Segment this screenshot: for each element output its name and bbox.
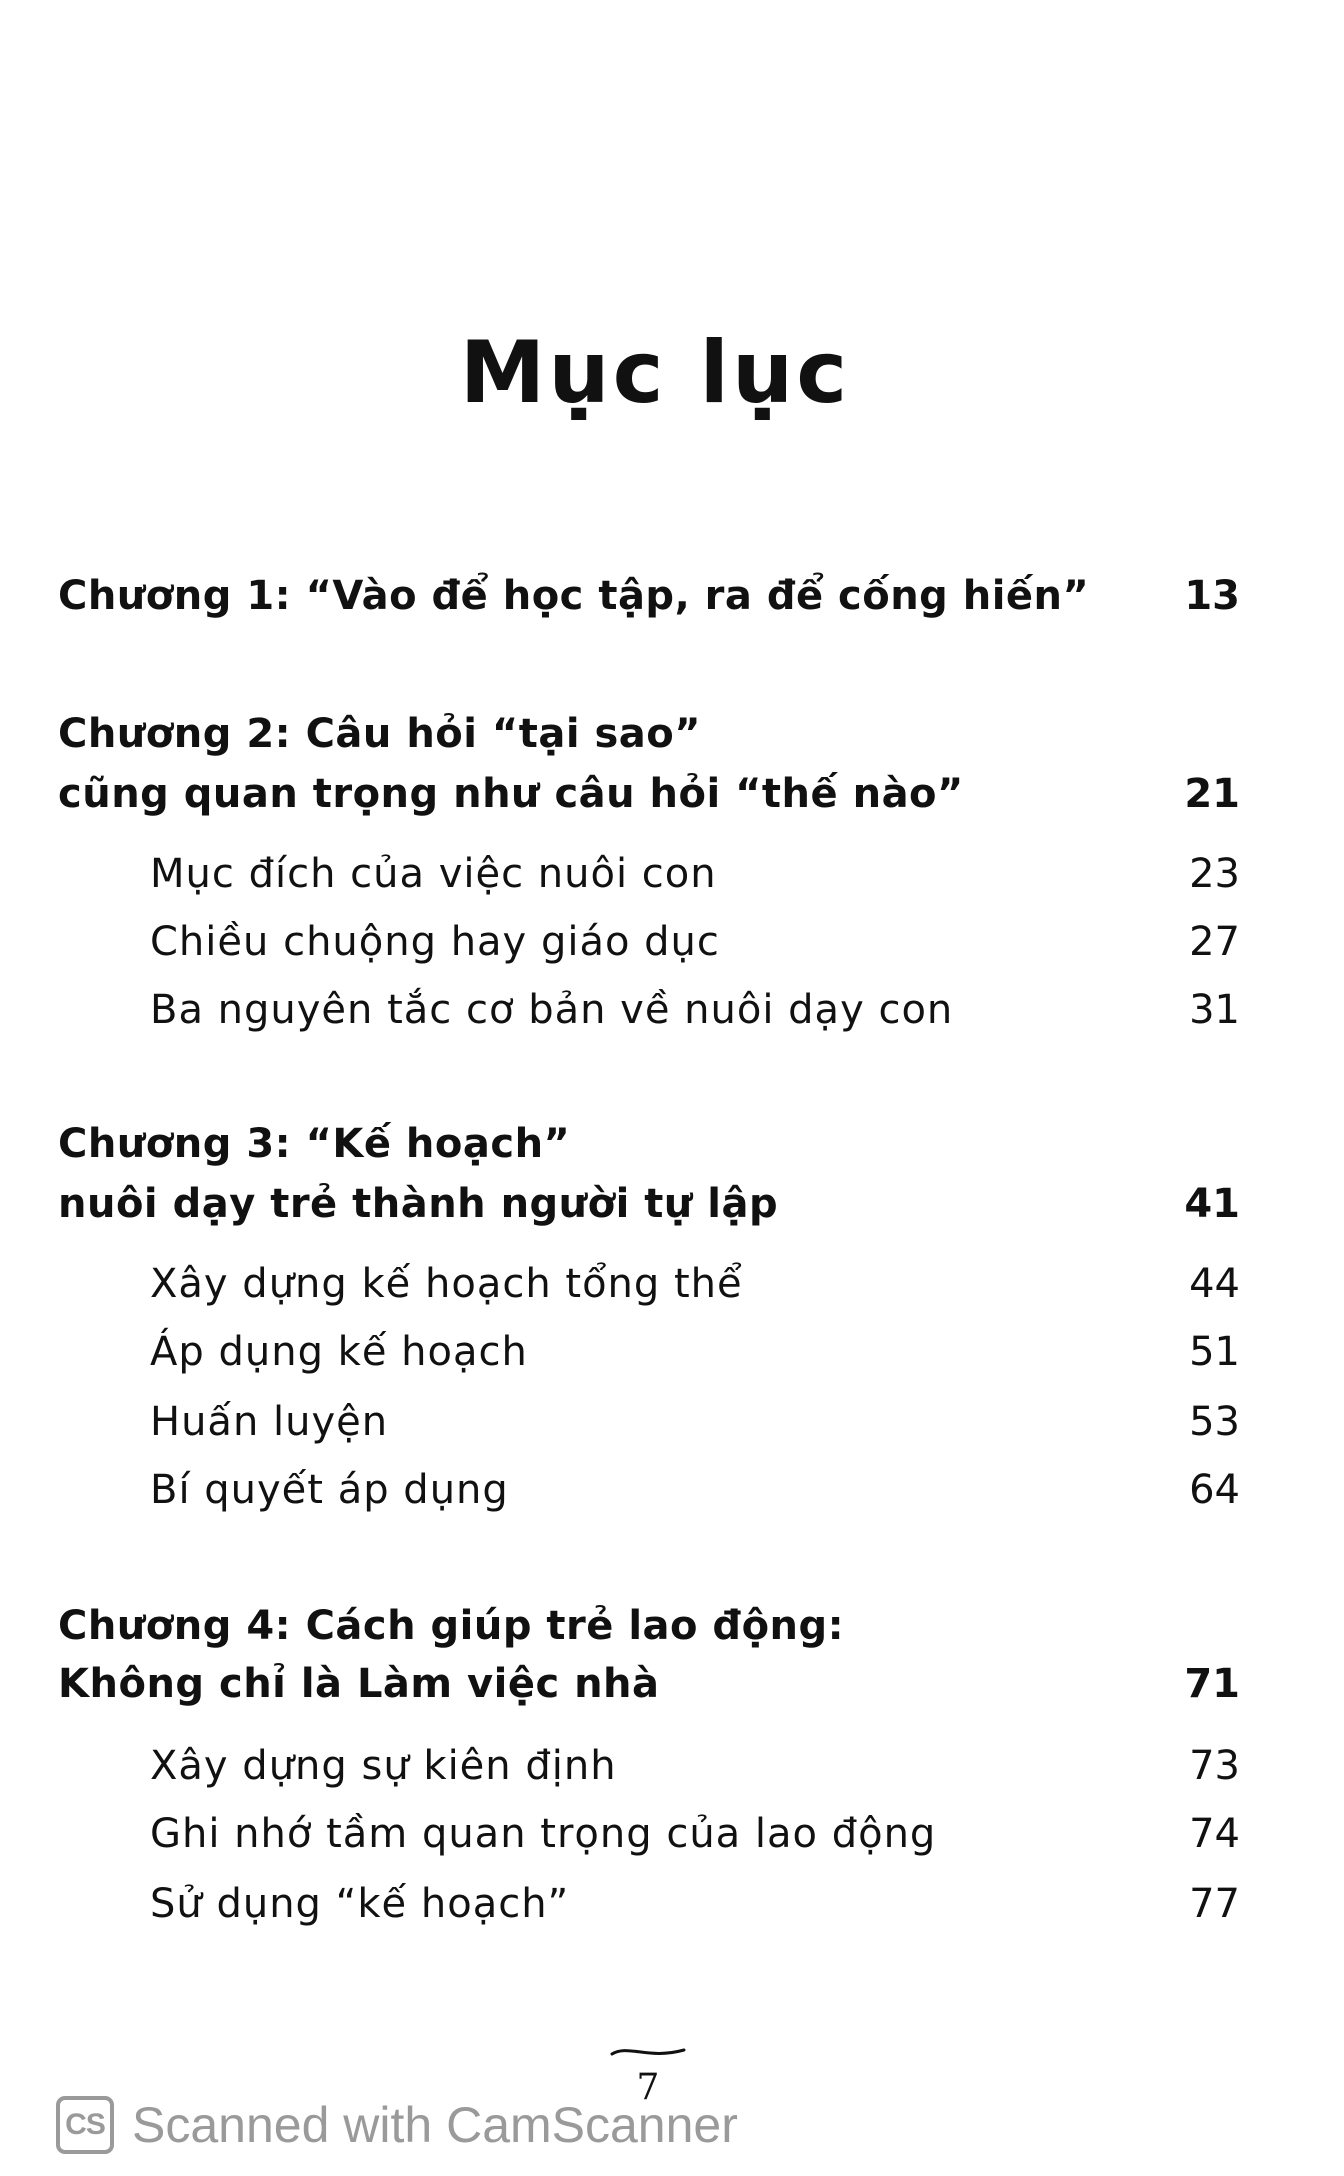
- section-entry: [0, 914, 1344, 970]
- section-title: Sử dụng “kế hoạch”: [150, 1881, 570, 1927]
- chapter-2-entry: [0, 766, 1344, 822]
- camscanner-watermark: [56, 2090, 738, 2160]
- section-page: 51: [1189, 1329, 1240, 1375]
- section-title: Chiều chuộng hay giáo dục: [150, 919, 720, 965]
- section-entry: [0, 982, 1344, 1038]
- chapter-2-title-line-2: cũng quan trọng như câu hỏi “thế nào”: [58, 771, 964, 817]
- tilde-ornament-icon: [608, 2042, 688, 2062]
- section-entry: [0, 1462, 1344, 1518]
- section-entry: [0, 846, 1344, 902]
- section-title: Bí quyết áp dụng: [150, 1467, 509, 1513]
- section-title: Ba nguyên tắc cơ bản về nuôi dạy con: [150, 987, 954, 1033]
- section-page: 74: [1189, 1811, 1240, 1857]
- chapter-4-title-line-2: Không chỉ là Làm việc nhà: [58, 1661, 660, 1707]
- chapter-3-title-line-2: nuôi dạy trẻ thành người tự lập: [58, 1181, 779, 1227]
- chapter-4-heading-line-1: [0, 1598, 1344, 1654]
- chapter-2-page: 21: [1184, 771, 1240, 817]
- section-entry: [0, 1394, 1344, 1450]
- section-title: Huấn luyện: [150, 1399, 389, 1445]
- section-entry: [0, 1876, 1344, 1932]
- chapter-3-heading-line-1: [0, 1116, 1344, 1172]
- section-entry: [0, 1806, 1344, 1862]
- page-number: 7: [636, 2067, 660, 2108]
- chapter-4-entry: [0, 1656, 1344, 1712]
- chapter-4-title-line-1: Chương 4: Cách giúp trẻ lao động:: [58, 1603, 845, 1649]
- watermark-text: Scanned with CamScanner: [132, 2097, 738, 2153]
- section-page: 53: [1189, 1399, 1240, 1445]
- section-entry: [0, 1738, 1344, 1794]
- section-title: Ghi nhớ tầm quan trọng của lao động: [150, 1811, 937, 1857]
- section-title: Xây dựng kế hoạch tổng thể: [150, 1261, 743, 1307]
- camscanner-logo-icon: CS: [56, 2096, 114, 2154]
- chapter-3-page: 41: [1184, 1181, 1240, 1227]
- section-entry: [0, 1256, 1344, 1312]
- section-page: 73: [1189, 1743, 1240, 1789]
- section-entry: [0, 1324, 1344, 1380]
- chapter-2-heading-line-1: [0, 706, 1344, 762]
- section-page: 27: [1189, 919, 1240, 965]
- chapter-2-title-line-1: Chương 2: Câu hỏi “tại sao”: [58, 711, 702, 757]
- section-title: Mục đích của việc nuôi con: [150, 851, 717, 897]
- section-page: 77: [1189, 1881, 1240, 1927]
- section-title: Áp dụng kế hoạch: [150, 1329, 528, 1375]
- section-page: 31: [1189, 987, 1240, 1033]
- chapter-4-page: 71: [1184, 1661, 1240, 1707]
- chapter-3-title-line-1: Chương 3: “Kế hoạch”: [58, 1121, 571, 1167]
- section-page: 23: [1189, 851, 1240, 897]
- section-title: Xây dựng sự kiên định: [150, 1743, 617, 1789]
- chapter-3-entry: [0, 1176, 1344, 1232]
- chapter-1-title: Chương 1: “Vào để học tập, ra để cống hiến”: [58, 573, 1090, 619]
- chapter-1-entry: [0, 568, 1344, 624]
- page-title: Mục lục: [459, 323, 851, 423]
- section-page: 44: [1189, 1261, 1240, 1307]
- section-page: 64: [1189, 1467, 1240, 1513]
- chapter-1-page: 13: [1184, 573, 1240, 619]
